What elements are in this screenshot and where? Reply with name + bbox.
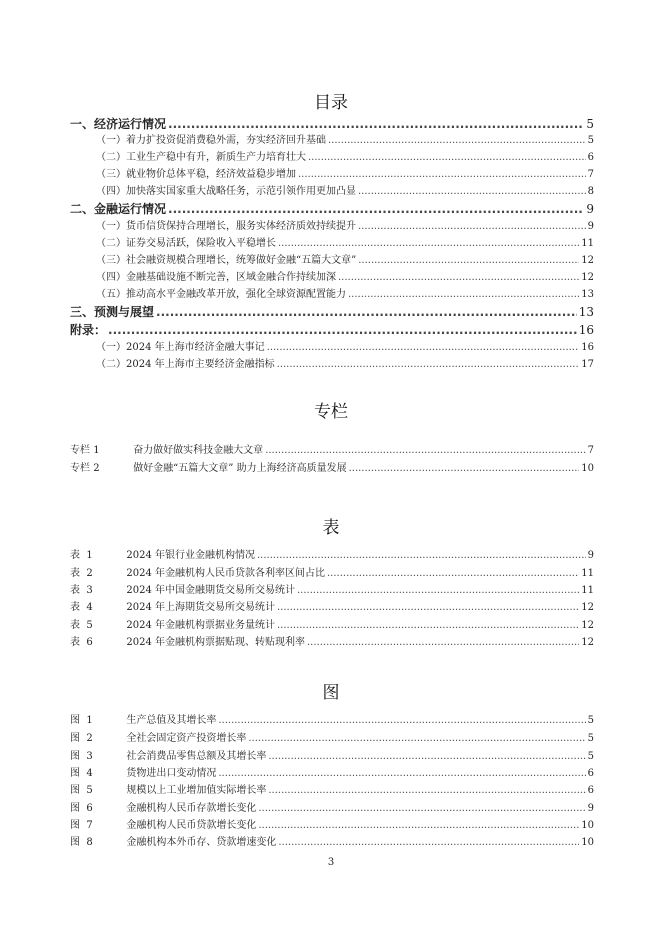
table-entry[interactable]: 表 3 2024 年中国金融期货交易所交易统计 ..... 11 (70, 584, 594, 598)
toc-entry[interactable]: （三）就业物价总体平稳，经济效益稳步增加 ..... 7 (96, 168, 594, 182)
toc-entry[interactable]: （二）证券交易活跃，保险收入平稳增长 ..... 11 (96, 237, 594, 251)
figures-title: 图 (322, 683, 340, 703)
tables-title: 表 (322, 518, 340, 538)
toc-entry[interactable]: （二）2024 年上海市主要经济金融指标 ..... 17 (96, 358, 594, 372)
figure-entry[interactable]: 图 7 金融机构人民币贷款增长变化 ..... 10 (70, 819, 594, 833)
toc-entry[interactable]: （四）加快落实国家重大战略任务，示范引领作用更加凸显 ..... 8 (96, 185, 594, 199)
toc-entry[interactable]: （二）工业生产稳中有升，新质生产力培育壮大 ..... 6 (96, 151, 594, 165)
figure-entry[interactable]: 图 2 全社会固定资产投资增长率 ..... 5 (70, 732, 594, 746)
page-number: 3 (327, 857, 335, 868)
toc-entry[interactable]: 三、预测与展望 ..... 13 (70, 305, 594, 319)
toc-entry[interactable]: （一）着力扩投资促消费稳外需，夯实经济回升基础 ..... 5 (96, 134, 594, 148)
toc-entry[interactable]: （一）货币信贷保持合理增长，服务实体经济质效持续提升 ..... 9 (96, 220, 594, 234)
toc-entry[interactable]: （四）金融基础设施不断完善，区域金融合作持续加深 ..... 12 (96, 271, 594, 285)
table-entry[interactable]: 表 6 2024 年金融机构票据贴现、转贴现利率 ..... 12 (70, 636, 594, 650)
column-entry[interactable]: 专栏 1 奋力做好做实科技金融大文章 ..... 7 (70, 444, 594, 458)
column-entry[interactable]: 专栏 2 做好金融“五篇大文章” 助力上海经济高质量发展 ..... 10 (70, 462, 594, 476)
figure-entry[interactable]: 图 1 生产总值及其增长率 ..... 5 (70, 714, 594, 728)
columns-title: 专栏 (314, 402, 348, 422)
toc-title: 目录 (314, 93, 348, 113)
toc-entry[interactable]: 二、金融运行情况 ..... 9 (70, 202, 594, 216)
figure-entry[interactable]: 图 4 货物进出口变动情况 ..... 6 (70, 767, 594, 781)
table-entry[interactable]: 表 2 2024 年金融机构人民币贷款各利率区间占比 ..... 11 (70, 567, 594, 581)
toc-entry[interactable]: （一）2024 年上海市经济金融大事记 ..... 16 (96, 341, 594, 355)
table-entry[interactable]: 表 4 2024 年上海期货交易所交易统计 ..... 12 (70, 601, 594, 615)
toc-entry[interactable]: 附录： ..... 16 (70, 323, 594, 337)
figure-entry[interactable]: 图 5 规模以上工业增加值实际增长率 ..... 6 (70, 784, 594, 798)
toc-entry[interactable]: （五）推动高水平金融改革开放，强化全球资源配置能力 ..... 13 (96, 288, 594, 302)
toc-entry[interactable]: 一、经济运行情况 ..... 5 (70, 117, 594, 131)
table-entry[interactable]: 表 1 2024 年银行业金融机构情况 ..... 9 (70, 549, 594, 563)
toc-entry[interactable]: （三）社会融资规模合理增长，统筹做好金融“五篇大文章” ..... 12 (96, 254, 594, 268)
figure-entry[interactable]: 图 3 社会消费品零售总额及其增长率 ..... 5 (70, 750, 594, 764)
figure-entry[interactable]: 图 6 金融机构人民币存款增长变化 ..... 9 (70, 802, 594, 816)
table-entry[interactable]: 表 5 2024 年金融机构票据业务量统计 ..... 12 (70, 619, 594, 633)
figure-entry[interactable]: 图 8 金融机构本外币存、贷款增速变化 ..... 10 (70, 836, 594, 850)
